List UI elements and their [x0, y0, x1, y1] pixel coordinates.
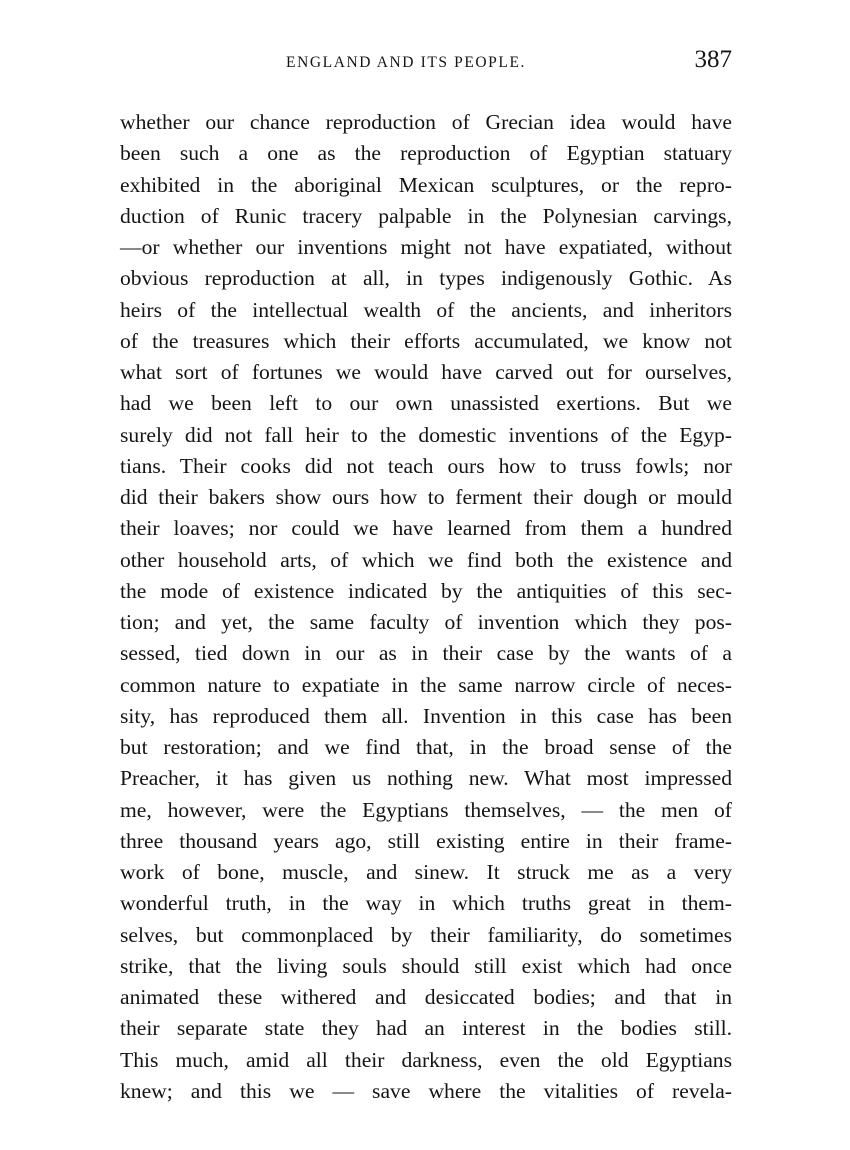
page-number: 387	[694, 46, 732, 73]
text-line: sessed, tied down in our as in their case by the wants of a	[120, 641, 732, 666]
text-line: their loaves; nor could we have learned from them a hundred	[120, 516, 732, 541]
text-line: whether our chance reproduction of Grecian idea would have	[120, 110, 732, 134]
text-line: surely did not fall heir to the domestic inventions of the Egyp-	[120, 422, 732, 447]
text-line: This much, amid all their darkness, even the old Egyptians	[120, 1047, 732, 1072]
text-line: three thousand years ago, still existing entire in their frame-	[120, 828, 732, 853]
text-line: had we been left to our own unassisted exertions. But we	[120, 391, 732, 416]
text-line: common nature to expatiate in the same narrow circle of neces-	[120, 672, 732, 697]
text-line: but restoration; and we find that, in the broad sense of the	[120, 735, 732, 759]
text-line: —or whether our inventions might not have expatiated, without	[120, 235, 732, 259]
text-line: selves, but commonplaced by their familiarity, do sometimes	[120, 922, 732, 947]
text-line: of the treasures which their efforts accumulated, we know not	[120, 328, 732, 353]
text-line: Preacher, it has given us nothing new. What most impressed	[120, 766, 732, 791]
text-line: did their bakers show ours how to ferment their dough or mould	[120, 485, 732, 509]
running-title: ENGLAND AND ITS PEOPLE.	[286, 54, 527, 71]
text-line: strike, that the living souls should still exist which had once	[120, 953, 732, 978]
text-line: the mode of existence indicated by the antiquities of this sec-	[120, 578, 732, 603]
text-line: heirs of the intellectual wealth of the ancients, and inheritors	[120, 297, 732, 322]
text-line: tians. Their cooks did not teach ours how to truss fowls; nor	[120, 453, 732, 478]
text-line: work of bone, muscle, and sinew. It struck me as a very	[120, 860, 732, 884]
text-line: tion; and yet, the same faculty of invention which they pos-	[120, 610, 732, 634]
text-line: animated these withered and desiccated bodies; and that in	[120, 985, 732, 1009]
text-line: knew; and this we — save where the vitalities of revela-	[120, 1078, 732, 1103]
text-line: been such a one as the reproduction of Egyptian statuary	[120, 141, 732, 166]
text-line: duction of Runic tracery palpable in the Polynesian carvings,	[120, 203, 732, 228]
text-line: what sort of fortunes we would have carved out for ourselves,	[120, 360, 732, 384]
text-line: sity, has reproduced them all. Invention in this case has been	[120, 703, 732, 728]
text-line: exhibited in the aboriginal Mexican sculptures, or the repro-	[120, 172, 732, 197]
running-head	[120, 46, 732, 82]
text-line: obvious reproduction at all, in types indigenously Gothic. As	[120, 266, 732, 291]
text-line: wonderful truth, in the way in which truths great in them-	[120, 891, 732, 916]
text-line: me, however, were the Egyptians themselves, — the men of	[120, 797, 732, 822]
text-line: other household arts, of which we find both the existence and	[120, 547, 732, 572]
text-line: their separate state they had an interest in the bodies still.	[120, 1016, 732, 1041]
body-text	[120, 107, 732, 1107]
